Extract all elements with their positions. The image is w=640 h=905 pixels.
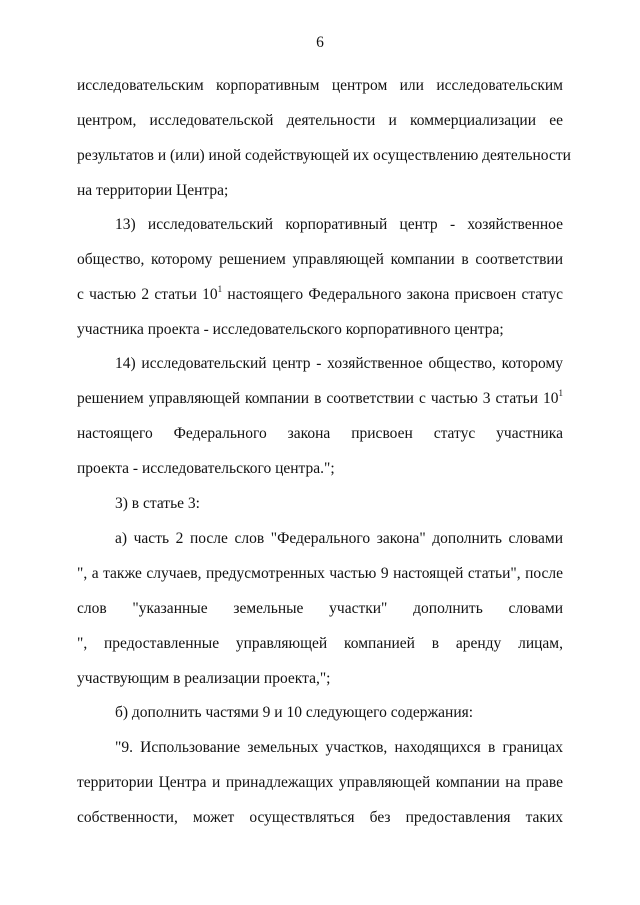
text-line: результатов и (или) иной содействующей их осуществлению деятельности (77, 147, 571, 164)
text-line: территории Центра и принадлежащих управляющей компании на праве (77, 774, 563, 791)
text-line: собственности, может осуществляться без предоставления таких (77, 809, 563, 826)
text-line: участника проекта - исследовательского корпоративного центра; (77, 321, 504, 338)
text-line: слов "указанные земельные участки" дополнить словами (77, 600, 563, 617)
superscript: 1 (217, 284, 223, 294)
text-segment: с частью 2 статьи 10 (77, 286, 218, 303)
text-line: 3) в статье 3: (115, 495, 200, 512)
text-segment: решением управляющей компании в соответствии с частью 3 статьи 10 (77, 390, 559, 407)
page-number: 6 (316, 34, 324, 51)
text-line: ", а также случаев, предусмотренных частью 9 настоящей статьи", после (77, 565, 563, 582)
text-line: ", предоставленные управляющей компанией в аренду лицам, (77, 635, 563, 652)
text-line: "9. Использование земельных участков, находящихся в границах (115, 739, 563, 756)
text-line: 14) исследовательский центр - хозяйственное общество, которому (115, 355, 563, 372)
text-line: настоящего Федерального закона присвоен статус участника (77, 425, 563, 442)
text-line: на территории Центра; (77, 182, 229, 199)
text-line: проекта - исследовательского центра."; (77, 460, 335, 477)
text-line: исследовательским корпоративным центром или исследовательским (77, 77, 563, 94)
text-line: 13) исследовательский корпоративный центр - хозяйственное (115, 216, 563, 233)
text-line: центром, исследовательской деятельности и коммерциализации ее (77, 112, 563, 129)
text-line: б) дополнить частями 9 и 10 следующего содержания: (115, 704, 474, 721)
text-line (77, 285, 563, 305)
text-line: участвующим в реализации проекта,"; (77, 670, 331, 687)
text-line (77, 389, 563, 409)
text-line: общество, которому решением управляющей компании в соответствии (77, 251, 563, 268)
text-line: а) часть 2 после слов "Федерального закона" дополнить словами (115, 530, 563, 547)
superscript: 1 (558, 388, 563, 398)
text-segment: настоящего Федерального закона присвоен статус (222, 286, 563, 303)
